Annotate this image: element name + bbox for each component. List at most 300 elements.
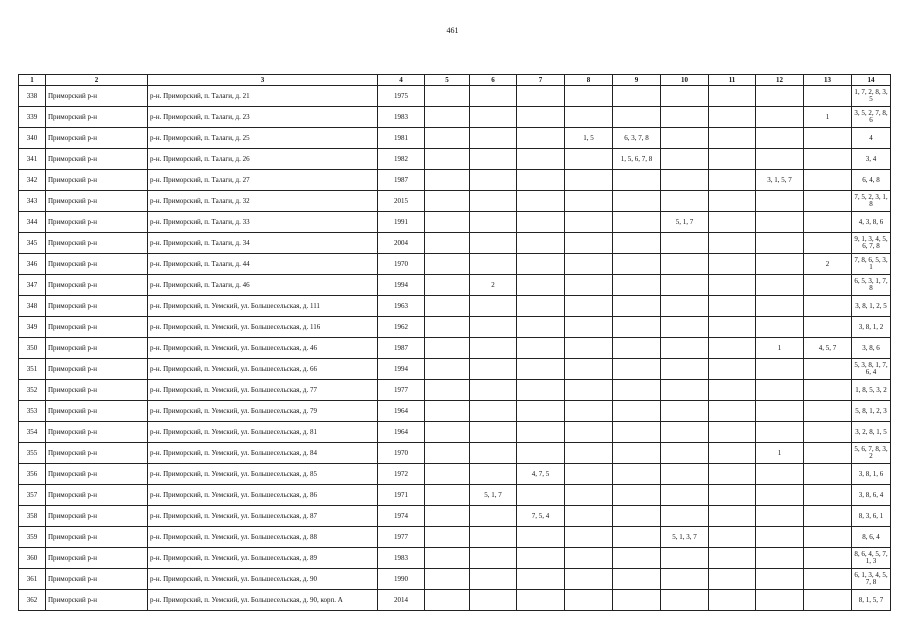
table-body [19,86,891,611]
col9-cell [613,296,661,317]
col8-cell [565,107,613,128]
address-cell: р-н. Приморский, п. Уемский, ул. Большесельская, д. 90, корп. А [148,590,378,611]
col13-cell [804,548,852,569]
column-header-6: 6 [470,75,517,86]
col12-cell [756,401,804,422]
year-cell: 1971 [378,485,425,506]
col8-cell [565,359,613,380]
col13-cell [804,149,852,170]
col7-cell: 7, 5, 4 [517,506,565,527]
col9-cell [613,422,661,443]
col11-cell [709,485,756,506]
address-cell: р-н. Приморский, п. Уемский, ул. Большесельская, д. 79 [148,401,378,422]
row-number: 358 [19,506,46,527]
district-cell: Приморский р-н [46,86,148,107]
col10-cell [661,233,709,254]
col10-cell [661,359,709,380]
col5-cell [425,275,470,296]
row-number: 360 [19,548,46,569]
column-header-4: 4 [378,75,425,86]
col12-cell [756,149,804,170]
address-cell: р-н. Приморский, п. Уемский, ул. Большесельская, д. 89 [148,548,378,569]
row-number: 342 [19,170,46,191]
col12-cell [756,254,804,275]
column-header-5: 5 [425,75,470,86]
address-cell: р-н. Приморский, п. Талаги, д. 34 [148,233,378,254]
district-cell: Приморский р-н [46,590,148,611]
district-cell: Приморский р-н [46,170,148,191]
col9-cell [613,590,661,611]
district-cell: Приморский р-н [46,275,148,296]
col6-cell [470,233,517,254]
row-number: 357 [19,485,46,506]
col8-cell [565,443,613,464]
col9-cell [613,485,661,506]
col6-cell: 2 [470,275,517,296]
table-row [19,464,891,485]
col14-cell: 3, 2, 8, 1, 5 [852,422,891,443]
col13-cell [804,380,852,401]
col5-cell [425,464,470,485]
col9-cell [613,506,661,527]
col14-cell: 8, 6, 4, 5, 7, 1, 3 [852,548,891,569]
col8-cell [565,401,613,422]
col13-cell [804,569,852,590]
col8-cell [565,275,613,296]
table-row [19,422,891,443]
column-header-7: 7 [517,75,565,86]
col13-cell [804,485,852,506]
district-cell: Приморский р-н [46,527,148,548]
col8-cell [565,317,613,338]
col10-cell [661,464,709,485]
table-row [19,317,891,338]
col6-cell [470,107,517,128]
col8-cell [565,296,613,317]
column-header-8: 8 [565,75,613,86]
col10-cell [661,548,709,569]
col8-cell [565,338,613,359]
col11-cell [709,380,756,401]
district-cell: Приморский р-н [46,359,148,380]
district-cell: Приморский р-н [46,149,148,170]
col8-cell [565,380,613,401]
col7-cell [517,296,565,317]
col5-cell [425,86,470,107]
address-cell: р-н. Приморский, п. Талаги, д. 33 [148,212,378,233]
col9-cell [613,170,661,191]
address-cell: р-н. Приморский, п. Уемский, ул. Большесельская, д. 85 [148,464,378,485]
col7-cell: 4, 7, 5 [517,464,565,485]
col7-cell [517,590,565,611]
table-row [19,527,891,548]
col11-cell [709,359,756,380]
col5-cell [425,254,470,275]
col8-cell [565,527,613,548]
col8-cell: 1, 5 [565,128,613,149]
col7-cell [517,548,565,569]
col7-cell [517,443,565,464]
table-row [19,296,891,317]
col9-cell [613,569,661,590]
district-cell: Приморский р-н [46,506,148,527]
address-cell: р-н. Приморский, п. Талаги, д. 46 [148,275,378,296]
col9-cell [613,191,661,212]
year-cell: 1964 [378,422,425,443]
table-row [19,338,891,359]
col9-cell [613,443,661,464]
col9-cell [613,254,661,275]
col8-cell [565,485,613,506]
row-number: 353 [19,401,46,422]
col5-cell [425,296,470,317]
row-number: 338 [19,86,46,107]
table-row [19,485,891,506]
col7-cell [517,401,565,422]
col14-cell: 3, 4 [852,149,891,170]
row-number: 346 [19,254,46,275]
col5-cell [425,338,470,359]
col13-cell [804,527,852,548]
row-number: 352 [19,380,46,401]
year-cell: 1963 [378,296,425,317]
year-cell: 1964 [378,401,425,422]
address-cell: р-н. Приморский, п. Талаги, д. 44 [148,254,378,275]
col5-cell [425,401,470,422]
col7-cell [517,485,565,506]
district-cell: Приморский р-н [46,107,148,128]
col10-cell [661,170,709,191]
district-cell: Приморский р-н [46,317,148,338]
col11-cell [709,170,756,191]
col6-cell [470,86,517,107]
col10-cell: 5, 1, 3, 7 [661,527,709,548]
year-cell: 1983 [378,548,425,569]
year-cell: 1974 [378,506,425,527]
district-cell: Приморский р-н [46,296,148,317]
address-cell: р-н. Приморский, п. Уемский, ул. Большесельская, д. 88 [148,527,378,548]
col13-cell [804,191,852,212]
col8-cell [565,569,613,590]
col12-cell [756,107,804,128]
col9-cell [613,548,661,569]
col5-cell [425,443,470,464]
col10-cell [661,107,709,128]
col13-cell: 2 [804,254,852,275]
col6-cell [470,296,517,317]
col5-cell [425,191,470,212]
table-row [19,590,891,611]
col10-cell [661,254,709,275]
col11-cell [709,212,756,233]
col12-cell [756,296,804,317]
address-cell: р-н. Приморский, п. Уемский, ул. Большесельская, д. 84 [148,443,378,464]
col12-cell [756,569,804,590]
col10-cell [661,338,709,359]
row-number: 362 [19,590,46,611]
col14-cell: 1, 7, 2, 8, 3, 5 [852,86,891,107]
col13-cell [804,317,852,338]
col12-cell [756,590,804,611]
col10-cell [661,443,709,464]
year-cell: 1981 [378,128,425,149]
col6-cell [470,443,517,464]
col6-cell [470,527,517,548]
col14-cell: 5, 6, 7, 8, 3, 2 [852,443,891,464]
district-cell: Приморский р-н [46,569,148,590]
col10-cell [661,149,709,170]
col5-cell [425,359,470,380]
col7-cell [517,233,565,254]
col9-cell [613,401,661,422]
row-number: 350 [19,338,46,359]
year-cell: 1991 [378,212,425,233]
col5-cell [425,170,470,191]
col13-cell [804,359,852,380]
year-cell: 1987 [378,170,425,191]
table-row [19,443,891,464]
year-cell: 2014 [378,590,425,611]
col10-cell [661,422,709,443]
col7-cell [517,254,565,275]
col7-cell [517,359,565,380]
col9-cell [613,380,661,401]
address-cell: р-н. Приморский, п. Уемский, ул. Большесельская, д. 77 [148,380,378,401]
col11-cell [709,527,756,548]
row-number: 341 [19,149,46,170]
col9-cell: 6, 3, 7, 8 [613,128,661,149]
col11-cell [709,254,756,275]
col9-cell [613,212,661,233]
address-cell: р-н. Приморский, п. Уемский, ул. Большесельская, д. 87 [148,506,378,527]
col12-cell [756,422,804,443]
row-number: 361 [19,569,46,590]
year-cell: 1977 [378,527,425,548]
col13-cell [804,401,852,422]
year-cell: 2004 [378,233,425,254]
col11-cell [709,401,756,422]
col11-cell [709,86,756,107]
address-cell: р-н. Приморский, п. Уемский, ул. Большесельская, д. 111 [148,296,378,317]
year-cell: 1977 [378,380,425,401]
col5-cell [425,569,470,590]
col11-cell [709,107,756,128]
col8-cell [565,464,613,485]
table-row [19,191,891,212]
col9-cell [613,86,661,107]
col11-cell [709,317,756,338]
year-cell: 1983 [378,107,425,128]
col6-cell [470,212,517,233]
district-cell: Приморский р-н [46,464,148,485]
col13-cell [804,86,852,107]
col6-cell [470,191,517,212]
col8-cell [565,86,613,107]
col6-cell [470,464,517,485]
col5-cell [425,128,470,149]
col10-cell [661,191,709,212]
col7-cell [517,380,565,401]
row-number: 354 [19,422,46,443]
col12-cell [756,464,804,485]
address-cell: р-н. Приморский, п. Уемский, ул. Большесельская, д. 86 [148,485,378,506]
col5-cell [425,548,470,569]
col6-cell [470,569,517,590]
table-row [19,380,891,401]
address-cell: р-н. Приморский, п. Талаги, д. 23 [148,107,378,128]
col11-cell [709,506,756,527]
col7-cell [517,338,565,359]
col10-cell [661,485,709,506]
col14-cell: 7, 8, 6, 5, 3, 1 [852,254,891,275]
address-cell: р-н. Приморский, п. Талаги, д. 25 [148,128,378,149]
col7-cell [517,149,565,170]
col14-cell: 1, 8, 5, 3, 2 [852,380,891,401]
col6-cell [470,338,517,359]
col12-cell [756,527,804,548]
col8-cell [565,422,613,443]
column-header-9: 9 [613,75,661,86]
district-cell: Приморский р-н [46,128,148,149]
col12-cell [756,506,804,527]
address-cell: р-н. Приморский, п. Талаги, д. 27 [148,170,378,191]
col10-cell [661,569,709,590]
district-cell: Приморский р-н [46,422,148,443]
table-row [19,149,891,170]
col13-cell [804,464,852,485]
address-cell: р-н. Приморский, п. Уемский, ул. Большесельская, д. 81 [148,422,378,443]
district-cell: Приморский р-н [46,233,148,254]
col9-cell [613,359,661,380]
col9-cell [613,317,661,338]
col14-cell: 7, 5, 2, 3, 1, 8 [852,191,891,212]
col13-cell [804,590,852,611]
col5-cell [425,107,470,128]
row-number: 340 [19,128,46,149]
year-cell: 1990 [378,569,425,590]
col5-cell [425,527,470,548]
year-cell: 1970 [378,254,425,275]
col14-cell: 4 [852,128,891,149]
col14-cell: 3, 8, 1, 2 [852,317,891,338]
col10-cell [661,590,709,611]
table-row [19,548,891,569]
address-cell: р-н. Приморский, п. Уемский, ул. Большесельская, д. 90 [148,569,378,590]
year-cell: 1975 [378,86,425,107]
column-header-14: 14 [852,75,891,86]
col7-cell [517,128,565,149]
col5-cell [425,212,470,233]
col13-cell [804,506,852,527]
year-cell: 1962 [378,317,425,338]
col9-cell [613,338,661,359]
col13-cell [804,422,852,443]
col6-cell [470,317,517,338]
year-cell: 1994 [378,275,425,296]
col11-cell [709,128,756,149]
page-number: 461 [446,26,459,35]
col12-cell: 1 [756,443,804,464]
col12-cell: 3, 1, 5, 7 [756,170,804,191]
col12-cell [756,233,804,254]
col10-cell [661,296,709,317]
col12-cell [756,275,804,296]
col6-cell [470,149,517,170]
col11-cell [709,149,756,170]
col14-cell: 3, 8, 6 [852,338,891,359]
table-row [19,233,891,254]
col5-cell [425,485,470,506]
col13-cell [804,128,852,149]
col13-cell: 4, 5, 7 [804,338,852,359]
col10-cell [661,86,709,107]
col6-cell [470,548,517,569]
col12-cell [756,86,804,107]
col10-cell [661,401,709,422]
col11-cell [709,569,756,590]
col5-cell [425,422,470,443]
table-row [19,275,891,296]
column-header-3: 3 [148,75,378,86]
col14-cell: 3, 8, 1, 6 [852,464,891,485]
year-cell: 1972 [378,464,425,485]
col7-cell [517,86,565,107]
col13-cell: 1 [804,107,852,128]
col5-cell [425,233,470,254]
table-row [19,569,891,590]
col9-cell [613,464,661,485]
address-cell: р-н. Приморский, п. Талаги, д. 21 [148,86,378,107]
col12-cell [756,380,804,401]
row-number: 355 [19,443,46,464]
col14-cell: 3, 8, 1, 2, 5 [852,296,891,317]
col13-cell [804,170,852,191]
column-header-13: 13 [804,75,852,86]
col7-cell [517,191,565,212]
col11-cell [709,275,756,296]
col6-cell [470,590,517,611]
column-header-11: 11 [709,75,756,86]
col12-cell [756,128,804,149]
col5-cell [425,590,470,611]
col8-cell [565,212,613,233]
col7-cell [517,170,565,191]
col8-cell [565,254,613,275]
table-row [19,128,891,149]
address-cell: р-н. Приморский, п. Уемский, ул. Большесельская, д. 66 [148,359,378,380]
col13-cell [804,296,852,317]
col8-cell [565,548,613,569]
col11-cell [709,464,756,485]
address-cell: р-н. Приморский, п. Уемский, ул. Большесельская, д. 116 [148,317,378,338]
col12-cell [756,317,804,338]
col8-cell [565,170,613,191]
col9-cell [613,233,661,254]
row-number: 345 [19,233,46,254]
col14-cell: 8, 6, 4 [852,527,891,548]
col11-cell [709,296,756,317]
table-row [19,401,891,422]
col12-cell [756,485,804,506]
col5-cell [425,149,470,170]
col10-cell: 5, 1, 7 [661,212,709,233]
col12-cell [756,548,804,569]
district-cell: Приморский р-н [46,485,148,506]
col14-cell: 3, 5, 2, 7, 8, 6 [852,107,891,128]
col8-cell [565,506,613,527]
col14-cell: 6, 4, 8 [852,170,891,191]
district-cell: Приморский р-н [46,212,148,233]
